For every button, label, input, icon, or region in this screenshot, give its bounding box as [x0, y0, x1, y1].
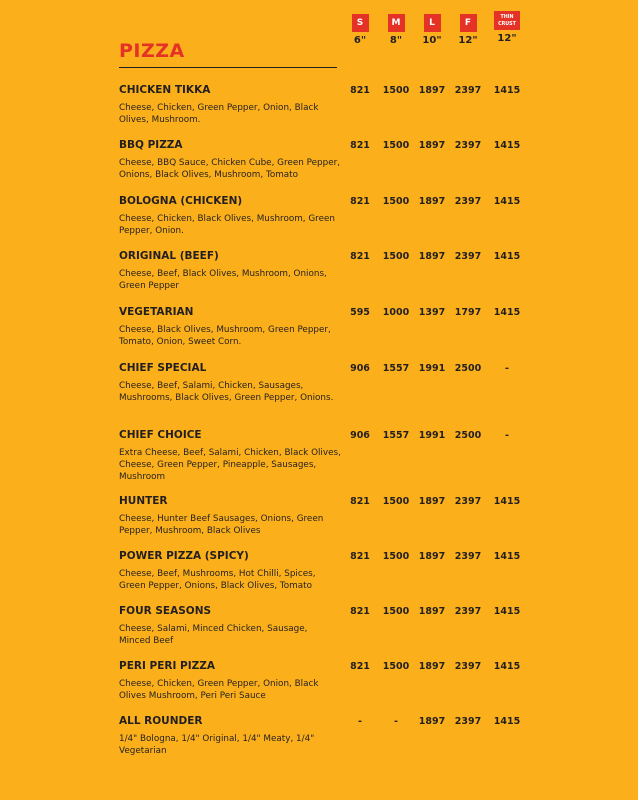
item-description: Cheese, Chicken, Black Olives, Mushroom, Green Pepper, Onion. — [119, 214, 336, 236]
item-description: Cheese, BBQ Sauce, Chicken Cube, Green Pepper, Onions, Black Olives, Mushroom, Tomato — [119, 158, 341, 180]
item-description: Cheese, Beef, Salami, Chicken, Sausages, Mushrooms, Black Olives, Green Pepper, Onions. — [119, 381, 334, 403]
size-header-large — [412, 10, 452, 46]
price-medium: - — [394, 716, 398, 727]
price-small: 821 — [350, 606, 370, 617]
item-name: BOLOGNA (CHICKEN) — [119, 195, 243, 207]
price-thin-crust: 1415 — [493, 307, 521, 318]
price-large: 1897 — [418, 251, 446, 262]
menu-item-chief-choice — [119, 429, 589, 483]
title-underline — [119, 67, 337, 68]
price-medium: 1500 — [382, 661, 410, 672]
price-small: 906 — [350, 430, 370, 441]
price-small: 821 — [350, 661, 370, 672]
price-medium: 1500 — [382, 606, 410, 617]
price-family: 2397 — [454, 251, 482, 262]
price-family: 2397 — [454, 85, 482, 96]
menu-item-peri-peri — [119, 660, 589, 702]
price-family: 2397 — [454, 551, 482, 562]
item-name: CHIEF CHOICE — [119, 429, 202, 441]
size-header-medium — [376, 10, 416, 46]
price-family: 2397 — [454, 140, 482, 151]
item-description: Cheese, Chicken, Green Pepper, Onion, Black Olives, Mushroom. — [119, 103, 319, 125]
thin-crust-line2: CRUST — [498, 22, 516, 27]
price-large: 1897 — [418, 140, 446, 151]
price-family: 2500 — [454, 363, 482, 374]
menu-item-four-seasons — [119, 605, 589, 647]
price-thin-crust: 1415 — [493, 251, 521, 262]
size-badge-large: L — [424, 14, 441, 32]
item-name: CHIEF SPECIAL — [119, 362, 207, 374]
price-family: 2500 — [454, 430, 482, 441]
section-title: PIZZA — [119, 40, 185, 62]
price-large: 1897 — [418, 85, 446, 96]
price-small: 821 — [350, 196, 370, 207]
menu-item-chicken-tikka — [119, 84, 589, 126]
price-small: 821 — [350, 85, 370, 96]
price-family: 2397 — [454, 496, 482, 507]
price-medium: 1557 — [382, 363, 410, 374]
menu-item-power-pizza — [119, 550, 589, 592]
thin-crust-line1: THIN — [500, 15, 514, 20]
menu-item-bologna-chicken — [119, 195, 589, 237]
price-medium: 1500 — [382, 551, 410, 562]
item-name: POWER PIZZA (SPICY) — [119, 550, 249, 562]
item-name: HUNTER — [119, 495, 168, 507]
size-inch-medium: 8" — [389, 35, 403, 46]
item-description: 1/4" Bologna, 1/4" Original, 1/4" Meaty, 1/4" Vegetarian — [119, 734, 315, 756]
size-header-family — [448, 10, 488, 46]
price-medium: 1500 — [382, 251, 410, 262]
item-description: Cheese, Black Olives, Mushroom, Green Pepper, Tomato, Onion, Sweet Corn. — [119, 325, 331, 347]
price-thin-crust: 1415 — [493, 85, 521, 96]
price-thin-crust: 1415 — [493, 551, 521, 562]
menu-item-vegetarian — [119, 306, 589, 348]
price-small: 595 — [350, 307, 370, 318]
menu-item-hunter — [119, 495, 589, 537]
price-medium: 1500 — [382, 140, 410, 151]
item-description: Cheese, Beef, Black Olives, Mushroom, Onions, Green Pepper — [119, 269, 327, 291]
price-thin-crust: 1415 — [493, 496, 521, 507]
price-family: 2397 — [454, 716, 482, 727]
price-large: 1897 — [418, 496, 446, 507]
price-large: 1991 — [418, 430, 446, 441]
item-description: Cheese, Hunter Beef Sausages, Onions, Green Pepper, Mushroom, Black Olives — [119, 514, 324, 536]
price-large: 1897 — [418, 196, 446, 207]
size-badge-thin-crust — [494, 11, 520, 30]
item-name: FOUR SEASONS — [119, 605, 212, 617]
price-large: 1897 — [418, 661, 446, 672]
size-header-thin-crust — [487, 10, 527, 44]
price-large: 1397 — [418, 307, 446, 318]
price-thin-crust: 1415 — [493, 661, 521, 672]
price-large: 1897 — [418, 606, 446, 617]
price-thin-crust: 1415 — [493, 196, 521, 207]
menu-item-bbq-pizza — [119, 139, 589, 181]
price-medium: 1557 — [382, 430, 410, 441]
menu-item-chief-special — [119, 362, 589, 404]
price-family: 2397 — [454, 661, 482, 672]
price-medium: 1500 — [382, 85, 410, 96]
size-badge-family: F — [460, 14, 477, 32]
price-family: 2397 — [454, 606, 482, 617]
item-description: Cheese, Chicken, Green Pepper, Onion, Black Olives Mushroom, Peri Peri Sauce — [119, 679, 319, 701]
price-thin-crust: 1415 — [493, 606, 521, 617]
price-medium: 1000 — [382, 307, 410, 318]
price-small: 906 — [350, 363, 370, 374]
price-small: 821 — [350, 140, 370, 151]
price-large: 1897 — [418, 716, 446, 727]
item-name: PERI PERI PIZZA — [119, 660, 215, 672]
price-medium: 1500 — [382, 196, 410, 207]
menu-item-all-rounder — [119, 715, 589, 757]
price-medium: 1500 — [382, 496, 410, 507]
item-description: Extra Cheese, Beef, Salami, Chicken, Black Olives, Cheese, Green Pepper, Pineapple, Sausages, Mushroom — [119, 448, 341, 482]
price-small: - — [358, 716, 362, 727]
item-name: CHICKEN TIKKA — [119, 84, 211, 96]
size-inch-thin-crust: 12" — [497, 33, 517, 44]
price-small: 821 — [350, 496, 370, 507]
size-inch-large: 10" — [422, 35, 442, 46]
price-thin-crust: 1415 — [493, 716, 521, 727]
price-thin-crust: - — [505, 430, 509, 441]
price-small: 821 — [350, 251, 370, 262]
price-thin-crust: 1415 — [493, 140, 521, 151]
item-description: Cheese, Beef, Mushrooms, Hot Chilli, Spices, Green Pepper, Onions, Black Olives, Tomato — [119, 569, 316, 591]
price-family: 2397 — [454, 196, 482, 207]
price-large: 1991 — [418, 363, 446, 374]
item-name: BBQ PIZZA — [119, 139, 183, 151]
menu-item-original-beef — [119, 250, 589, 292]
size-inch-small: 6" — [353, 35, 367, 46]
price-large: 1897 — [418, 551, 446, 562]
size-header-small — [340, 10, 380, 46]
price-family: 1797 — [454, 307, 482, 318]
item-description: Cheese, Salami, Minced Chicken, Sausage, Minced Beef — [119, 624, 308, 646]
size-badge-medium: M — [388, 14, 405, 32]
size-badge-small: S — [352, 14, 369, 32]
price-small: 821 — [350, 551, 370, 562]
price-thin-crust: - — [505, 363, 509, 374]
item-name: ALL ROUNDER — [119, 715, 203, 727]
item-name: ORIGINAL (BEEF) — [119, 250, 219, 262]
size-inch-family: 12" — [458, 35, 478, 46]
item-name: VEGETARIAN — [119, 306, 194, 318]
